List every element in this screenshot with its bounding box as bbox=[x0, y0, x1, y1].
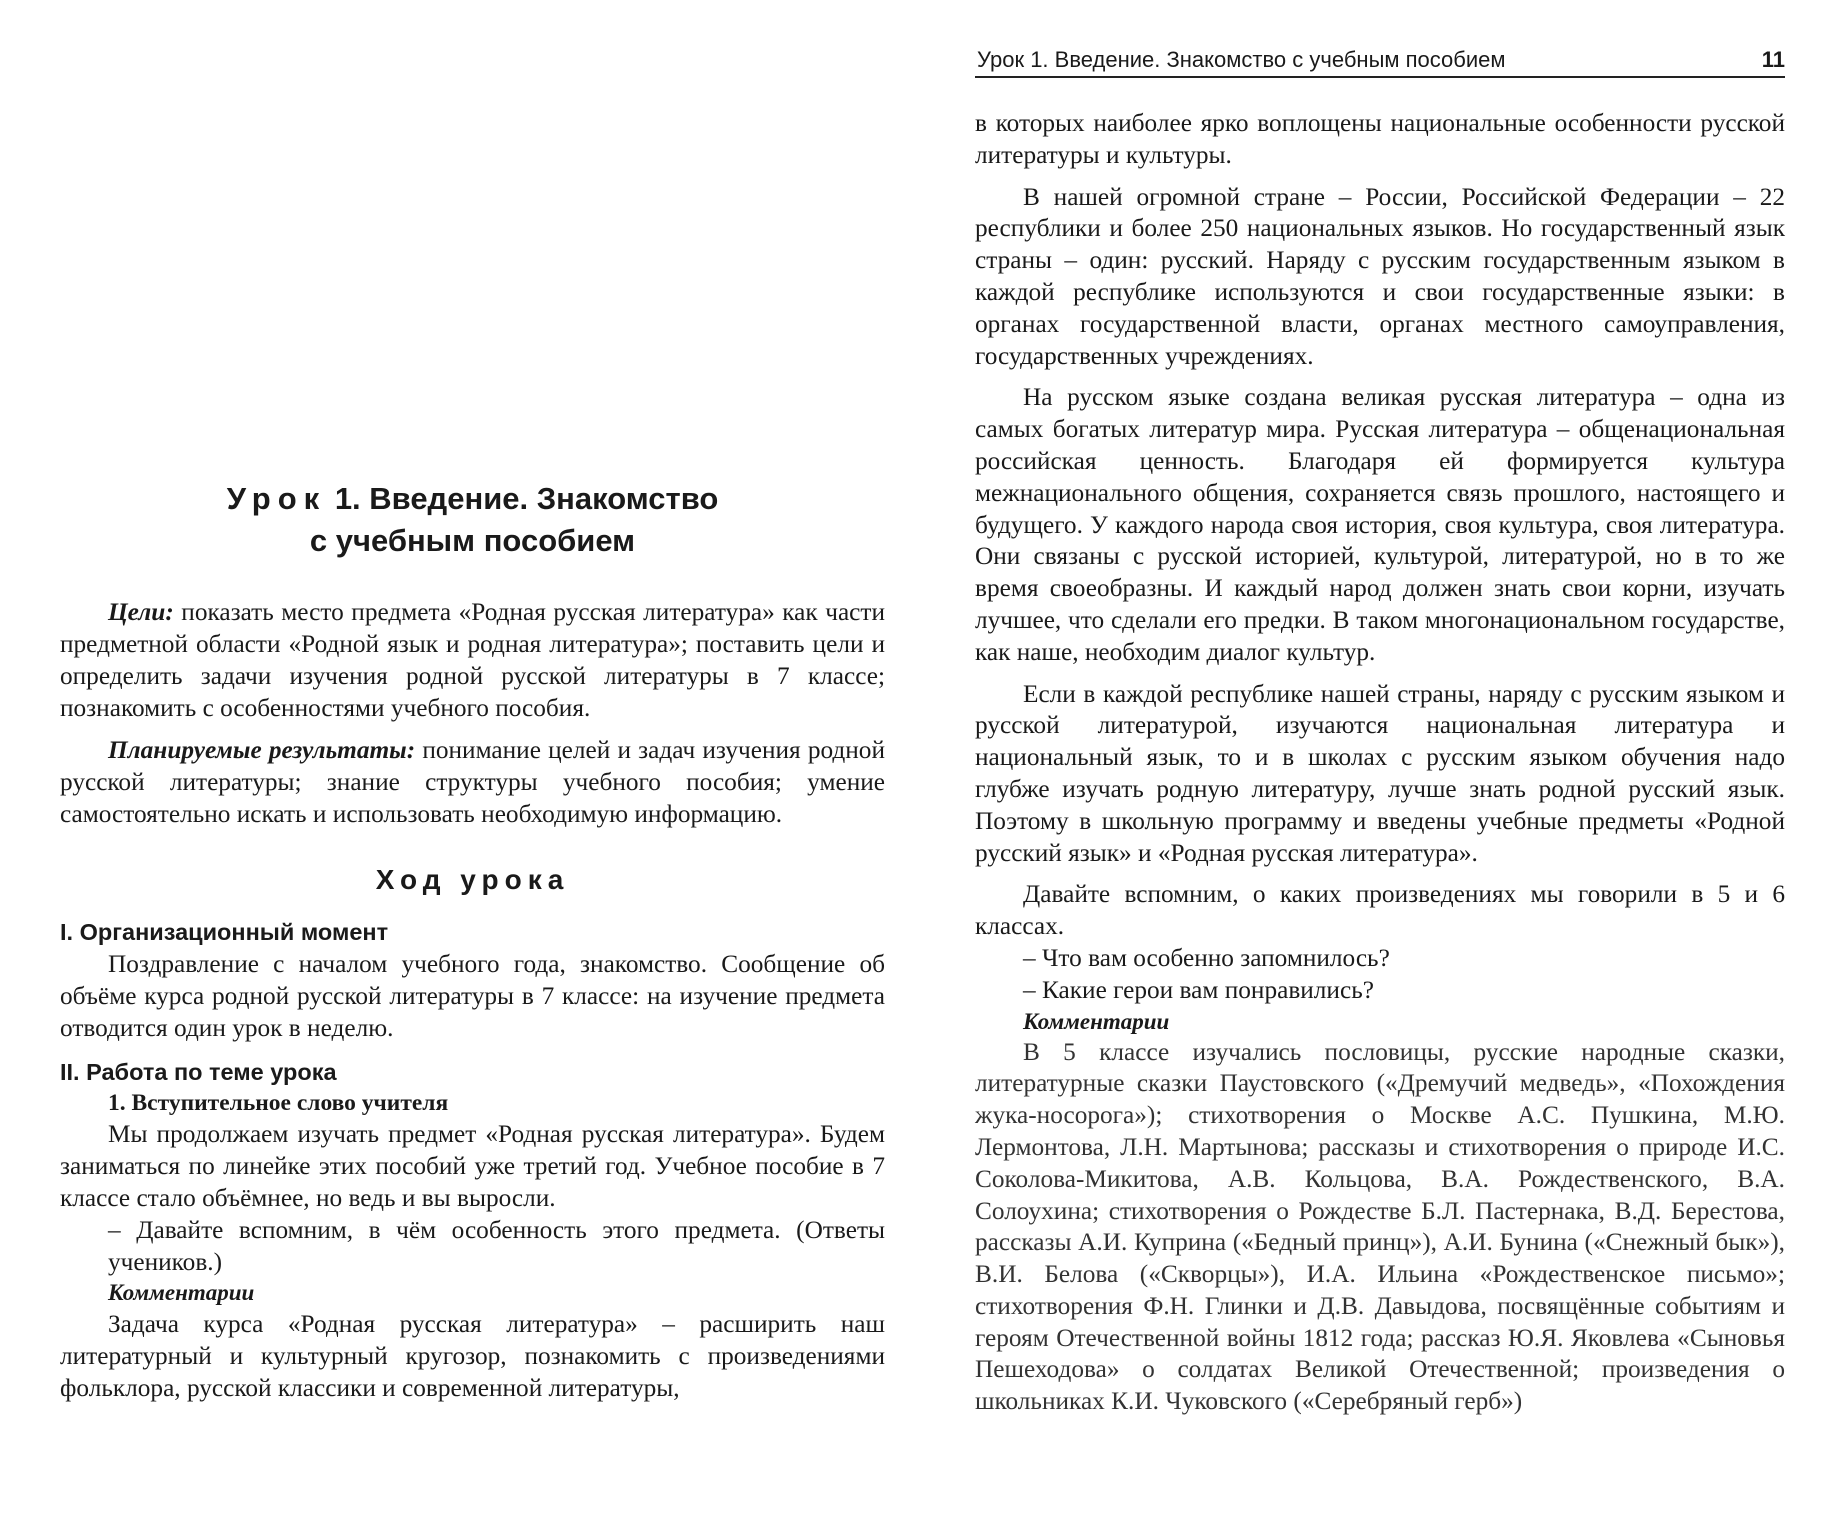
section1-text: Поздравление с началом учебного года, знакомство. Сообщение об объёме курса родной русской литературы в 7 классе: на изучение предмета отводится один урок в неделю. bbox=[60, 950, 885, 1042]
right-paragraph-0: в которых наиболее ярко воплощены национальные особенности русской литературы и культуры. bbox=[975, 109, 1785, 169]
running-head-title: Урок 1. Введение. Знакомство с учебным пособием bbox=[977, 47, 1506, 72]
section2-comment-label: Комментарии bbox=[108, 1280, 255, 1305]
lesson-title bbox=[60, 478, 885, 562]
right-comment-label: Комментарии bbox=[1023, 1008, 1170, 1034]
lesson-title-line2: с учебным пособием bbox=[309, 523, 636, 558]
results-paragraph bbox=[60, 734, 885, 830]
goals-paragraph bbox=[60, 596, 885, 724]
right-question-1: – Какие герои вам понравились? bbox=[1023, 975, 1374, 1004]
lesson-title-line1: 1. Введение. Знакомство bbox=[326, 481, 719, 516]
goals-text: показать место предмета «Родная русская литература» как части предметной области «Родной язык и родная литература»; поставить цели и определить задачи изучения родной русской литературы в 7 классе; познакомить с особенностями учебного пособия. bbox=[60, 598, 885, 722]
right-question-0: – Что вам особенно запомнилось? bbox=[1023, 943, 1390, 972]
right-paragraph-3: Если в каждой республике нашей страны, наряду с русским языком и русской литературой, изучаются национальная литература и национальный язык, то и в школах с русским языком обучения надо глубже изучать родную литературу, лучше знать родной русский язык. Поэтому в школьную программу и введены учебные предметы «Родной русский язык» и «Родная русская литература». bbox=[975, 679, 1785, 867]
section2-comment-text: Задача курса «Родная русская литература» – расширить наш литературный и культурный кругозор, познакомить с произведениями фольклора, русской классики и современной литературы, bbox=[60, 1310, 885, 1402]
lesson-course-heading: Ход урока bbox=[375, 864, 570, 895]
section2-question: – Давайте вспомним, в чём особенность этого предмета. (Ответы учеников.) bbox=[108, 1216, 885, 1276]
running-head bbox=[975, 0, 1785, 78]
results-label: Планируемые результаты: bbox=[108, 736, 416, 764]
section2-heading: II. Работа по теме урока bbox=[60, 1059, 337, 1085]
section1-heading: I. Организационный момент bbox=[60, 919, 389, 945]
left-page bbox=[60, 0, 885, 1519]
section2-text: Мы продолжаем изучать предмет «Родная русская литература». Будем заниматься по линейке этих пособий уже третий год. Учебное пособие в 7 классе стало объёмнее, но ведь и вы выросли. bbox=[60, 1120, 885, 1212]
results-text: понимание целей и задач изучения родной русской литературы; знание структуры учебного пособия; умение самостоятельно искать и использовать необходимую информацию. bbox=[60, 736, 885, 828]
page-number: 11 bbox=[1761, 47, 1785, 72]
right-paragraph-2: На русском языке создана великая русская литература – одна из самых богатых литератур мира. Русская литература – общенациональная российская ценность. Благодаря ей формируется культура межнационального общения, сохраняется связь прошлого, настоящего и будущего. У каждого народа своя история, своя культура, своя литература. Они связаны с русской историей, культурой, литературой, но в то же время своеобразны. И каждый народ должен знать свои корни, изучать лучшее, что сделали его предки. В таком многонациональном государстве, как наше, необходим диалог культур. bbox=[975, 383, 1785, 666]
right-paragraph-1: В нашей огромной стране – России, Российской Федерации – 22 республики и более 250 национальных языков. Но государственный язык страны – один: русский. Наряду с русским государственным языком в каждой республике используются и свои государственные языки: в органах государственной власти, органах местного самоуправления, государственных учреждениях. bbox=[975, 182, 1785, 370]
right-paragraph-4: Давайте вспомним, о каких произведениях мы говорили в 5 и 6 классах. bbox=[975, 880, 1785, 941]
section2-subheading: 1. Вступительное слово учителя bbox=[108, 1090, 449, 1116]
right-comment-text: В 5 классе изучались пословицы, русские народные сказки, литературные сказки Паустовского («Дремучий медведь», «Похождения жука-носорога»); стихотворения о Москве А.С. Пушкина, М.Ю. Лермонтова, Л.Н. Мартынова; рассказы и стихотворения о природе И.С. Соколова-Микитова, А.В. Кольцова, В.А. Рождественского, В.А. Солоухина; стихотворения о Рождестве Б.Л. Пастернака, В.Д. Берестова, рассказы А.И. Куприна («Бедный принц»), А.И. Бунина («Снежный бык»), В.И. Белова («Скворцы»), И.А. Ильина «Рождественское письмо»; стихотворения Ф.Н. Глинки и Д.В. Давыдова, посвящённые событиям и героям Отечественной войны 1812 года; рассказ Ю.Я. Яковлева «Сыновья Пешеходова» о солдатах Великой Отечественной; произведения о школьниках К.И. Чуковского («Серебряный герб») bbox=[975, 1037, 1785, 1416]
lesson-title-word: Урок bbox=[226, 481, 327, 516]
goals-label: Цели: bbox=[108, 598, 174, 626]
right-body bbox=[975, 108, 1785, 1418]
right-page bbox=[975, 0, 1785, 1519]
